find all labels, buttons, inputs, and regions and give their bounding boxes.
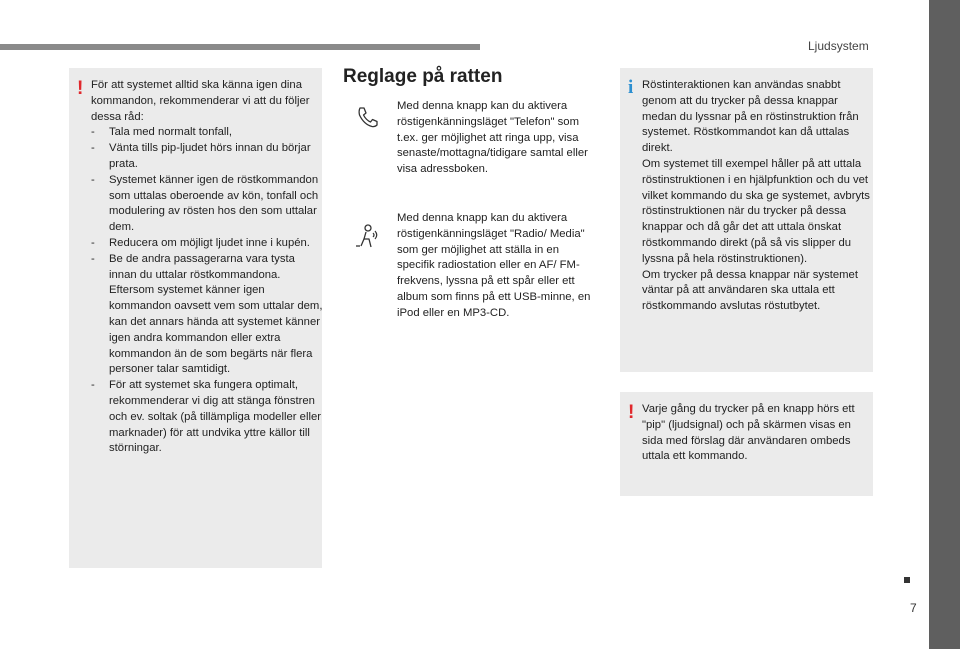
warning-right-text: Varje gång du trycker på en knapp hörs ett "pip" (ljudsignal) och på skärmen visas en sida med förslag där användaren ombeds uttala ett kommando. bbox=[642, 403, 855, 463]
advice-item: - Tala med normalt tonfall, bbox=[91, 125, 323, 141]
advice-list bbox=[91, 125, 323, 457]
warning-intro: För att systemet alltid ska känna igen dina kommandon, rekommenderar vi att du följer dessa råd: bbox=[91, 79, 310, 123]
voice-command-icon bbox=[352, 222, 382, 252]
page-number: 7 bbox=[910, 601, 917, 615]
exclamation-icon: ! bbox=[77, 78, 84, 99]
info-box-text bbox=[642, 78, 872, 315]
warning-left-text bbox=[91, 78, 323, 457]
exclamation-icon: ! bbox=[628, 402, 635, 423]
phone-icon bbox=[355, 104, 381, 130]
side-strip bbox=[929, 0, 960, 649]
advice-item: - För att systemet ska fungera optimalt, rekommenderar vi dig att stänga fönstren och ev. soltak (på tillämpliga modeller eller marknader) för att undvika yttre källor till störningar. bbox=[91, 378, 323, 457]
info-paragraph: Om trycker på dessa knappar när systemet väntar på att användaren ska uttala ett röstkommando avslutas röstutbytet. bbox=[642, 268, 858, 313]
advice-item: - Systemet känner igen de röstkommandon som uttalas oberoende av kön, tonfall och modulering av rösten hos den som uttalar dem. bbox=[91, 173, 323, 236]
info-paragraph: Om systemet till exempel håller på att uttala röstinstruktionen i en hjälpfunktion och du vet vilket kommando du ska ge systemet, avbryts röstinstruktionen när du trycker på dessa knappar och då går det att uttala önskat röstkommando direkt (på så vis slipper du lyssna på hela röstinstruktionen). bbox=[642, 157, 870, 265]
advice-item: - Vänta tills pip-ljudet hörs innan du börjar prata. bbox=[91, 141, 323, 173]
info-icon: i bbox=[628, 77, 634, 98]
header-bar bbox=[0, 44, 480, 50]
page-title: Reglage på ratten bbox=[343, 66, 503, 87]
end-marker bbox=[904, 577, 910, 583]
section-title-header: Ljudsystem bbox=[808, 39, 869, 53]
advice-item: - Be de andra passagerarna vara tysta innan du uttalar röstkommandona. Eftersom systemet känner igen kommandon oavsett vem som uttalar dem, kan det annars hända att systemet känner igen andra kommandon eller extra kommandon än de som begärts när flera personer talar samtidigt. bbox=[91, 252, 323, 378]
phone-button-text: Med denna knapp kan du aktivera röstigenkänningsläget "Telefon" som t.ex. ger möjlighet att ringa upp, visa senaste/mottagna/tidigare samtal eller visa adressboken. bbox=[397, 100, 588, 176]
voice-button-text: Med denna knapp kan du aktivera röstigenkänningsläget "Radio/ Media" som ger möjlighet att ställa in en specifik radiostation eller en AF/ FM-frekvens, lyssna på ett spår eller ett album som finns på ett USB-minne, en iPod eller en MP3-CD. bbox=[397, 212, 591, 319]
info-paragraph: Röstinteraktionen kan användas snabbt genom att du trycker på dessa knappar medan du lyssnar på en röstinstruktion från systemet. Röstkommandot kan då uttalas direkt. bbox=[642, 79, 859, 155]
advice-item: - Reducera om möjligt ljudet inne i kupén. bbox=[91, 236, 323, 252]
